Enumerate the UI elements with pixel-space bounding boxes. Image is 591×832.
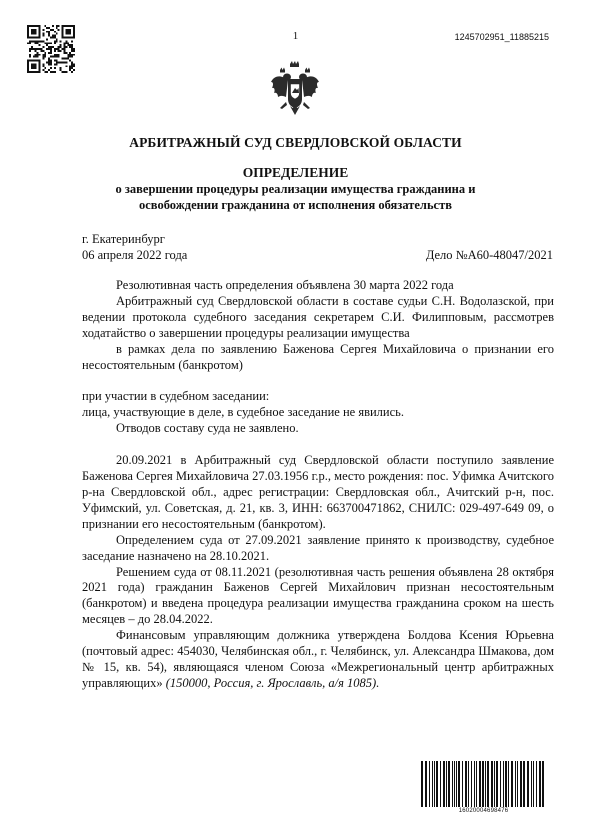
- court-name: АРБИТРАЖНЫЙ СУД СВЕРДЛОВСКОЙ ОБЛАСТИ: [129, 135, 462, 150]
- paragraph-application: 20.09.2021 в Арбитражный суд Свердловской области поступило заявление Баженова Сергея Михайловича 27.03.1956 г.р., место рождения: пос. Уфимка Ачитского р-на Свердловской обл., адрес регистрации: Свердловская обл., Ачитский р-н, пос. Уфимский, ул. Советская, д. 21, кв. 3, ИНН: 663700471862, СНИЛС: 029-497-649 09, о признании его несостоятельным (банкротом).: [82, 453, 554, 531]
- paragraph-participants: лица, участвующие в деле, в судебное заседание не явились.: [82, 405, 404, 420]
- document-type: ОПРЕДЕЛЕНИЕ: [242, 165, 349, 180]
- page-number: 1: [292, 30, 299, 42]
- subtitle-line: о завершении процедуры реализации имущества гражданина и: [115, 182, 476, 196]
- paragraph-decision: Решением суда от 08.11.2021 (резолютивная часть решения объявлена 28 октября 2021 года) гражданин Баженов Сергей Михайлович признан несостоятельным (банкротом) и введена процедура реализации имущества гражданина сроком на шесть месяцев – до 28.04.2022.: [82, 564, 554, 627]
- document-subtitle: [100, 182, 491, 213]
- paragraph-resolution-date: Резолютивная часть определения объявлена 30 марта 2022 года: [116, 278, 454, 292]
- document-date: 06 апреля 2022 года: [82, 248, 188, 262]
- document-id: 1245702951_11885215: [454, 32, 549, 42]
- paragraph-financial-manager: [82, 628, 554, 692]
- paragraph-participants-label: при участии в судебном заседании:: [82, 389, 270, 404]
- financial-manager-address: (150000, Россия, г. Ярославль, а/я 1085).: [162, 675, 380, 690]
- coat-of-arms-icon: [270, 60, 320, 116]
- subtitle-line: освобождении гражданина от исполнения обязательств: [139, 197, 452, 212]
- document-body: [82, 278, 554, 692]
- case-number: Дело №А60-48047/2021: [425, 248, 553, 262]
- paragraph-court-composition: Арбитражный суд Свердловской области в составе судьи С.Н. Водолазской, при ведении протокола судебного заседания секретарем С.И. Филипповым, рассмотрев ходатайство о завершении процедуры реализации имущества: [82, 293, 554, 340]
- city: г. Екатеринбург: [82, 232, 165, 246]
- financial-manager-text: Финансовым управляющим должника утверждена Болдова Ксения Юрьевна (почтовый адрес: 454030, Челябинская обл., г. Челябинск, ул. Александра Шмакова, дом № 15, кв. 54), являющаяся членом Союза «Межрегиональный центр арбитражных управляющих»: [82, 628, 554, 690]
- paragraph-acceptance: Определением суда от 27.09.2021 заявление принято к производству, судебное заседание назначено на 28.10.2021.: [82, 532, 554, 563]
- barcode: [421, 761, 546, 807]
- paragraph-case-scope: в рамках дела по заявлению Баженова Сергея Михайловича о признании его несостоятельным (банкротом): [82, 341, 554, 372]
- paragraph-no-challenges: Отводов составу суда не заявлено.: [116, 421, 299, 436]
- barcode-number: 16020004698476: [458, 808, 509, 814]
